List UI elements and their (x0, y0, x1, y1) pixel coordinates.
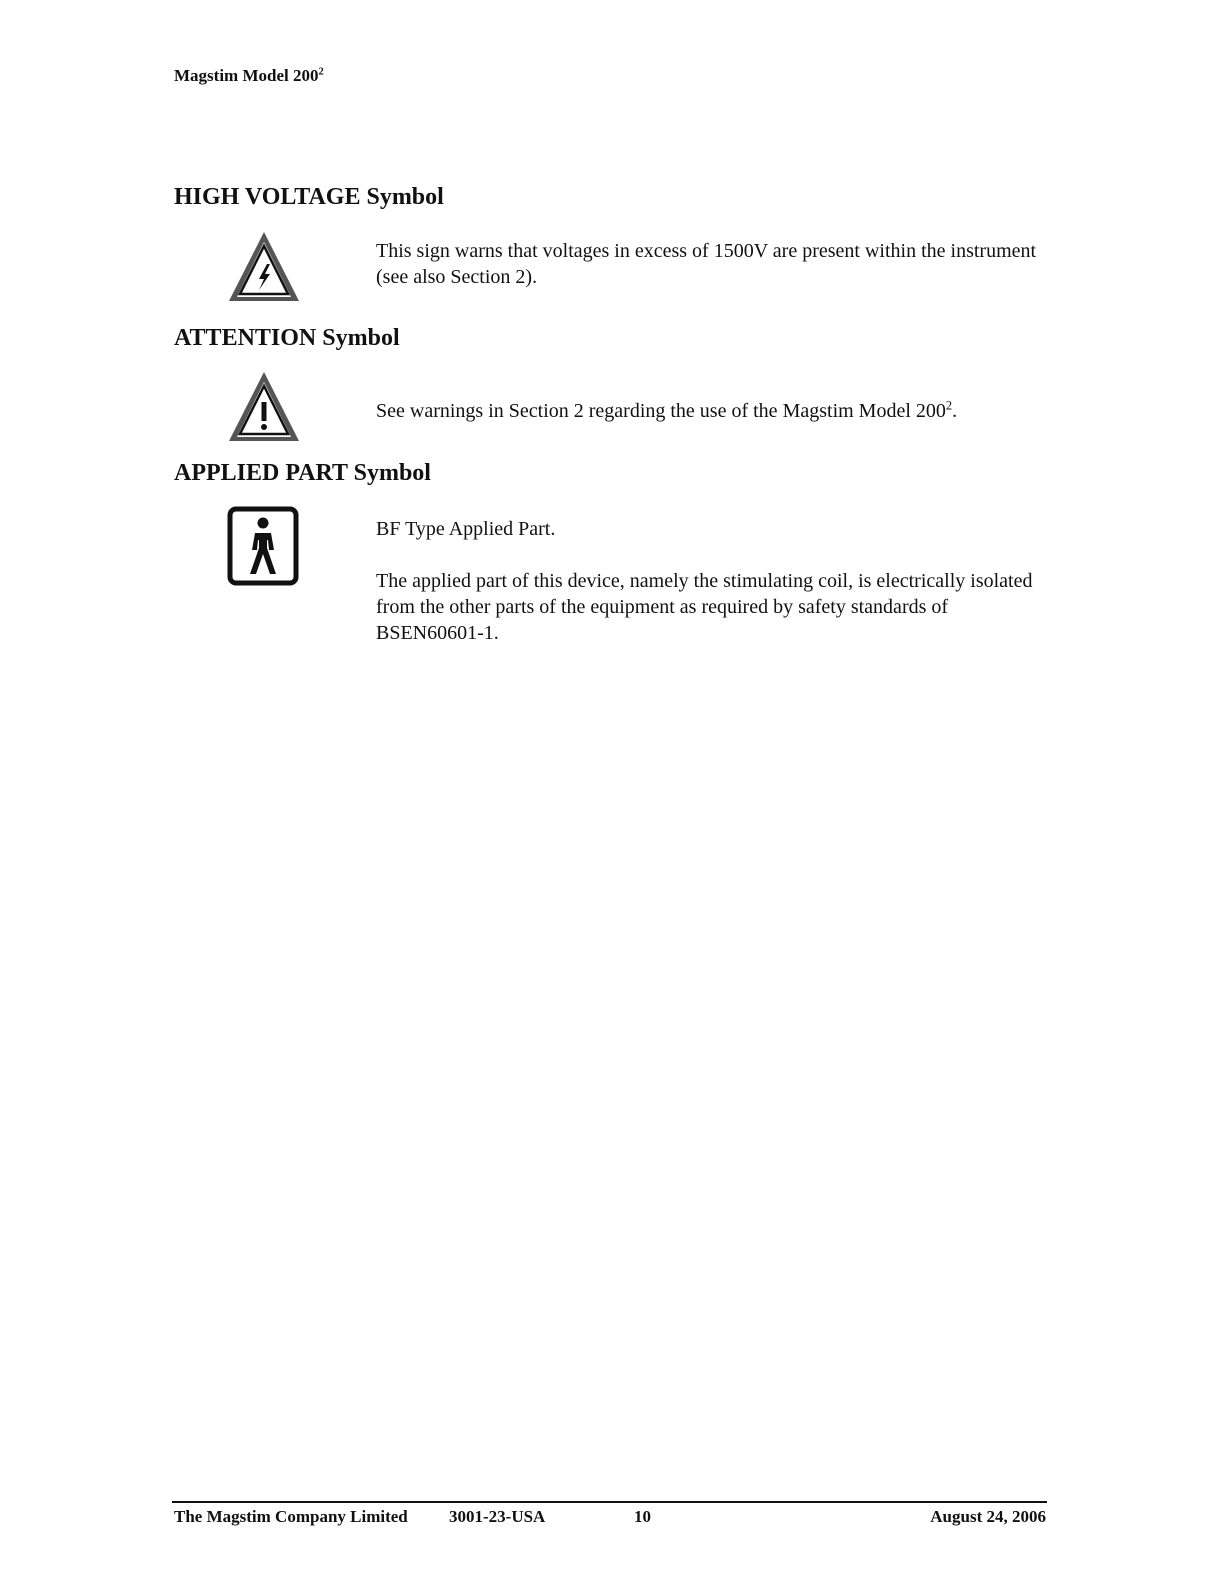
section-heading-high-voltage: HIGH VOLTAGE Symbol (174, 184, 444, 210)
section-heading-applied-part: APPLIED PART Symbol (174, 460, 431, 486)
footer-page-number: 10 (634, 1507, 651, 1526)
section-heading-attention: ATTENTION Symbol (174, 325, 400, 351)
high-voltage-warning-icon (226, 228, 302, 304)
running-header (174, 66, 324, 86)
attention-text: See warnings in Section 2 regarding the use of the Magstim Model 200 (376, 400, 946, 422)
attention-warning-icon (226, 368, 302, 444)
attention-suffix: . (952, 400, 958, 422)
high-voltage-description: This sign warns that voltages in excess of 1500V are present within the instrument (see also Section 2). (376, 240, 1037, 288)
header-title: Magstim Model 200 (174, 66, 319, 85)
applied-part-description: The applied part of this device, namely the stimulating coil, is electrically isolated from the other parts of the equipment as required by safety standards of BSEN60601-1. (376, 570, 1033, 644)
footer-doc-number: 3001-23-USA (449, 1507, 546, 1526)
attention-superscript: 2 (945, 398, 953, 413)
footer-divider (172, 1501, 1047, 1503)
footer-date: August 24, 2006 (930, 1507, 1046, 1526)
footer-company: The Magstim Company Limited (174, 1507, 408, 1526)
attention-description (376, 398, 1056, 424)
applied-part-type: BF Type Applied Part. (376, 518, 556, 540)
bf-applied-part-icon (226, 506, 300, 586)
header-superscript: 2 (318, 66, 324, 78)
